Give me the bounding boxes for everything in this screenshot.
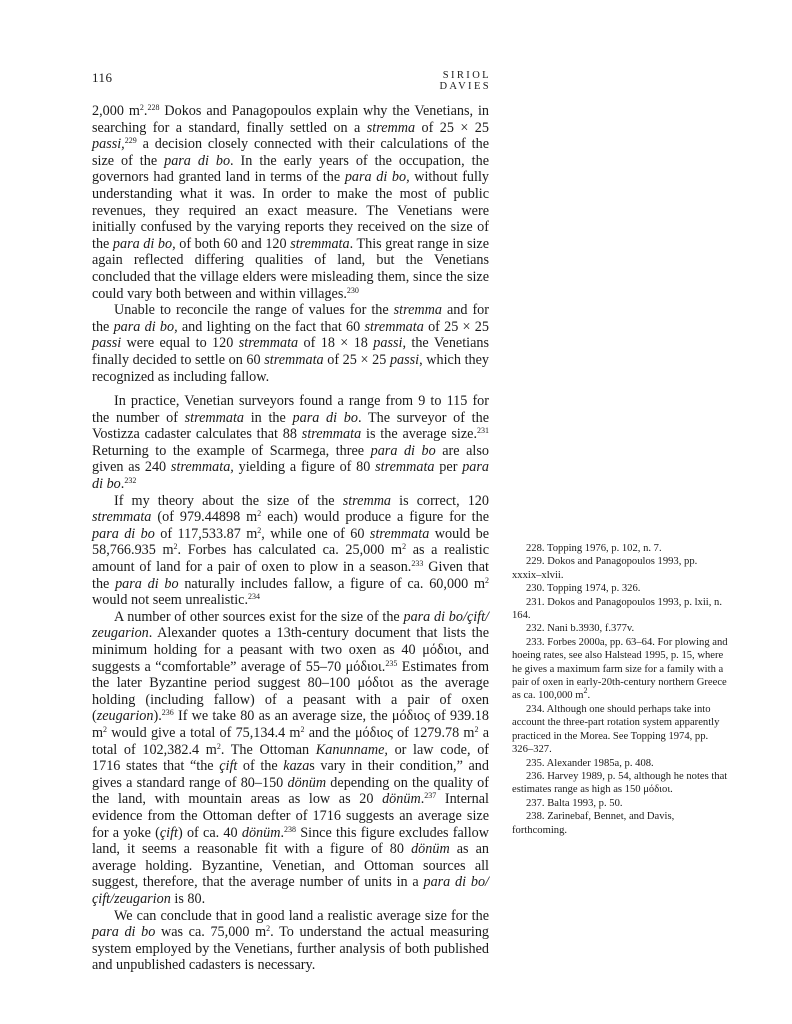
superscript: 2 — [257, 525, 262, 535]
superscript: 2 — [257, 509, 262, 519]
italic-term: dönüm — [382, 791, 421, 808]
italic-term: stremmata — [184, 409, 245, 426]
italic-term: para di bo, — [113, 318, 178, 335]
footnote: 231. Dokos and Panagopoulos 1993, p. lxii, n. 164. — [512, 596, 722, 622]
italic-term: çift — [219, 758, 238, 775]
italic-term: dönüm — [241, 824, 281, 841]
superscript: 228 — [147, 103, 160, 112]
italic-term: Kanunname, — [315, 741, 388, 758]
italic-term: para di bo — [92, 525, 155, 542]
superscript: 2 — [173, 542, 178, 552]
paragraph: A number of other sources exist for the size of the para di bo/çift/ zeugarion. Alexander quotes a 13th-century document that lists the minimum holding for a peasant with two oxen as 40 μόδιοι, and suggests a “comfortable” average of 55–70 μόδιοι.$^{235}$ Estimates from the later Byzantine period suggest 80–100 μόδιοι as the average holding (including fallow) of a peasant with a pair of oxen (zeugarion).$^{236}$ If we take 80 as an average size, the μόδιος of 939.18 $m^2$ would give a total of 75,134.4 $m^2$ and the μόδιος of 1279.78 $m^2$ a total of 102,382.4 $m^2$. The Ottoman Kanunname, or law code, of 1716 states that “the çift of the kazas vary in their condition,” and gives a standard range of 80–150 dönüm depending on the quality of the land, with mountain areas as low as 20 dönüm.$^{237}$ Internal evidence from the Ottoman defter of 1716 suggests an average size for a yoke (çift) of ca. 40 dönüm.$^{238}$ Since this figure excludes fallow land, it seems a reasonable fit with a figure of 80 dönüm as an average holding. Byzantine, Venetian, and Ottoman sources all suggest, therefore, that the average number of units in a para di bo/çift/zeugarion is 80. — [92, 608, 490, 907]
page-number: 116 — [92, 70, 113, 85]
italic-term: stremma — [342, 492, 392, 509]
italic-term: para di bo/çift/ zeugarion — [92, 608, 490, 642]
superscript: 235 — [385, 658, 398, 668]
italic-term: stremmata — [290, 235, 350, 252]
footnote: 230. Topping 1974, p. 326. — [526, 583, 641, 595]
footnote: 236. Harvey 1989, p. 54, although he notes that estimates range as high as 150 μόδιοι. — [512, 770, 728, 796]
footnote: 235. Alexander 1985a, p. 408. — [526, 757, 654, 769]
footnote: 233. Forbes 2000a, pp. 63–64. For plowing and hoeing rates, see also Halstead 1995, p. 15, where he gives a maximum farm size for a family with a pair of oxen in early-20th-century northern Greece as ca. 100,000 $m^2$. — [512, 636, 728, 702]
italic-term: stremmata — [264, 351, 324, 368]
italic-term: stremma — [366, 119, 416, 136]
footnotes — [512, 542, 728, 837]
superscript: 234 — [248, 592, 261, 602]
italic-term: para di bo/çift/zeugarion — [92, 874, 490, 907]
main-text — [92, 103, 489, 974]
superscript: 232 — [124, 476, 137, 486]
superscript: 2 — [474, 724, 479, 734]
superscript: 237 — [424, 791, 437, 801]
footnote: 237. Balta 1993, p. 50. — [526, 797, 623, 809]
italic-term: stremma — [393, 302, 442, 319]
paragraph: In practice, Venetian surveyors found a range from 9 to 115 for the number of stremmata in the para di bo. The surveyor of the Vostizza cadaster calculates that 88 stremmata is the average size.$^{231}$ Returning to the example of Scarmega, three para di bo are also given as 240 stremmata, yielding a figure of 80 stremmata per para di bo.$^{232}$ — [92, 393, 489, 493]
paragraph: We can conclude that in good land a realistic average size for the para di bo was ca. 75,000 $m^2$. To understand the actual measuring system employed by the Venetians, further analysis of both published and unpublished cadasters is necessary. — [92, 907, 490, 974]
superscript: 238 — [284, 824, 297, 834]
italic-term: passi, — [373, 335, 406, 352]
footnote: 228. Topping 1976, p. 102, n. 7. — [526, 543, 662, 554]
footnote: 234. Although one should perhaps take into account the three-part rotation system apparently practiced in the Morea. See Topping 1974, pp. 326–327. — [512, 703, 720, 756]
superscript: 2 — [300, 724, 305, 734]
superscript: 236 — [161, 708, 174, 718]
italic-term: para di bo — [370, 442, 436, 459]
superscript: 2 — [583, 686, 588, 696]
superscript: 233 — [411, 559, 424, 569]
superscript: 2 — [216, 741, 221, 751]
footnote: 232. Nani b.3930, f.377v. — [526, 623, 635, 635]
italic-term: stremmata — [369, 525, 430, 542]
italic-term: kaza — [283, 758, 310, 775]
italic-term: passi — [389, 351, 420, 368]
italic-term: stremmata — [375, 459, 435, 476]
superscript: 231 — [477, 426, 489, 436]
italic-term: stremmata — [301, 426, 362, 443]
italic-term: dönüm — [287, 774, 327, 791]
superscript: 2 — [402, 542, 407, 552]
italic-term: para di bo — [92, 459, 489, 493]
italic-term: stremmata — [364, 318, 424, 335]
superscript: 2 — [266, 924, 271, 934]
italic-term: çift — [159, 824, 178, 841]
italic-term: para di bo, — [112, 235, 176, 252]
superscript: 2 — [103, 724, 108, 734]
italic-term: para di bo — [115, 575, 179, 592]
paragraph: Unable to reconcile the range of values for the stremma and for the para di bo, and lighting on the fact that 60 stremmata of 25 × 25 passi were equal to 120 stremmata of 18 × 18 passi, the Venetians finally decided to settle on 60 stremmata of 25 × 25 passi, which they recognized as including fallow. — [92, 302, 490, 385]
italic-term: zeugarion — [96, 708, 154, 725]
italic-term: para di bo — [92, 924, 156, 941]
italic-term: para di bo, — [344, 169, 410, 186]
superscript: 229 — [124, 136, 137, 146]
italic-term: passi, — [92, 136, 125, 153]
italic-term: stremmata, — [170, 459, 234, 476]
footnote: 229. Dokos and Panagopoulos 1993, pp. xxxix–xlvii. — [512, 556, 698, 581]
paragraph: If my theory about the size of the stremma is correct, 120 stremmata (of 979.44898 $m^2$ each) would produce a figure for the para di bo of 117,533.87 $m^2$, while one of 60 stremmata would be 58,766.935 $m^2$. Forbes has calculated ca. 25,000 $m^2$ as a realistic amount of land for a pair of oxen to plow in a season.$^{233}$ Given that the para di bo naturally includes fallow, a figure of ca. 60,000 $m^2$ would not seem unrealistic.$^{234}$ — [92, 492, 490, 609]
italic-term: para di bo — [164, 152, 231, 169]
superscript: 230 — [346, 285, 359, 295]
superscript: 2 — [485, 575, 489, 585]
running-head: SIRIOL DAVIES — [439, 70, 491, 92]
footnote: 238. Zarinebaf, Bennet, and Davis, forthcoming. — [512, 811, 675, 836]
italic-term: dönüm — [411, 841, 450, 858]
italic-term: para di bo — [292, 409, 358, 426]
italic-term: stremmata — [238, 335, 299, 352]
paragraph: 2,000 $m^2.^{228}$ Dokos and Panagopoulos explain why the Venetians, in searching for a standard, finally settled on a stremma of 25 × 25 passi,$^{229}$ a decision closely connected with their calculations of the size of the para di bo. In the early years of the occupation, the governors had granted land in terms of the para di bo, without fully understanding what it was. In order to make the most of public revenues, they required an exact measure. The Venetians were initially confused by the varying reports they received on the size of the para di bo, of both 60 and 120 stremmata. This great range in size again reflected differing qualities of land, but the Venetians concluded that the village elders were misleading them, since the size could vary both between and within villages.$^{230}$ — [92, 103, 489, 302]
superscript: 2 — [139, 103, 144, 112]
italic-term: passi — [92, 335, 122, 352]
italic-term: stremmata — [92, 509, 152, 526]
